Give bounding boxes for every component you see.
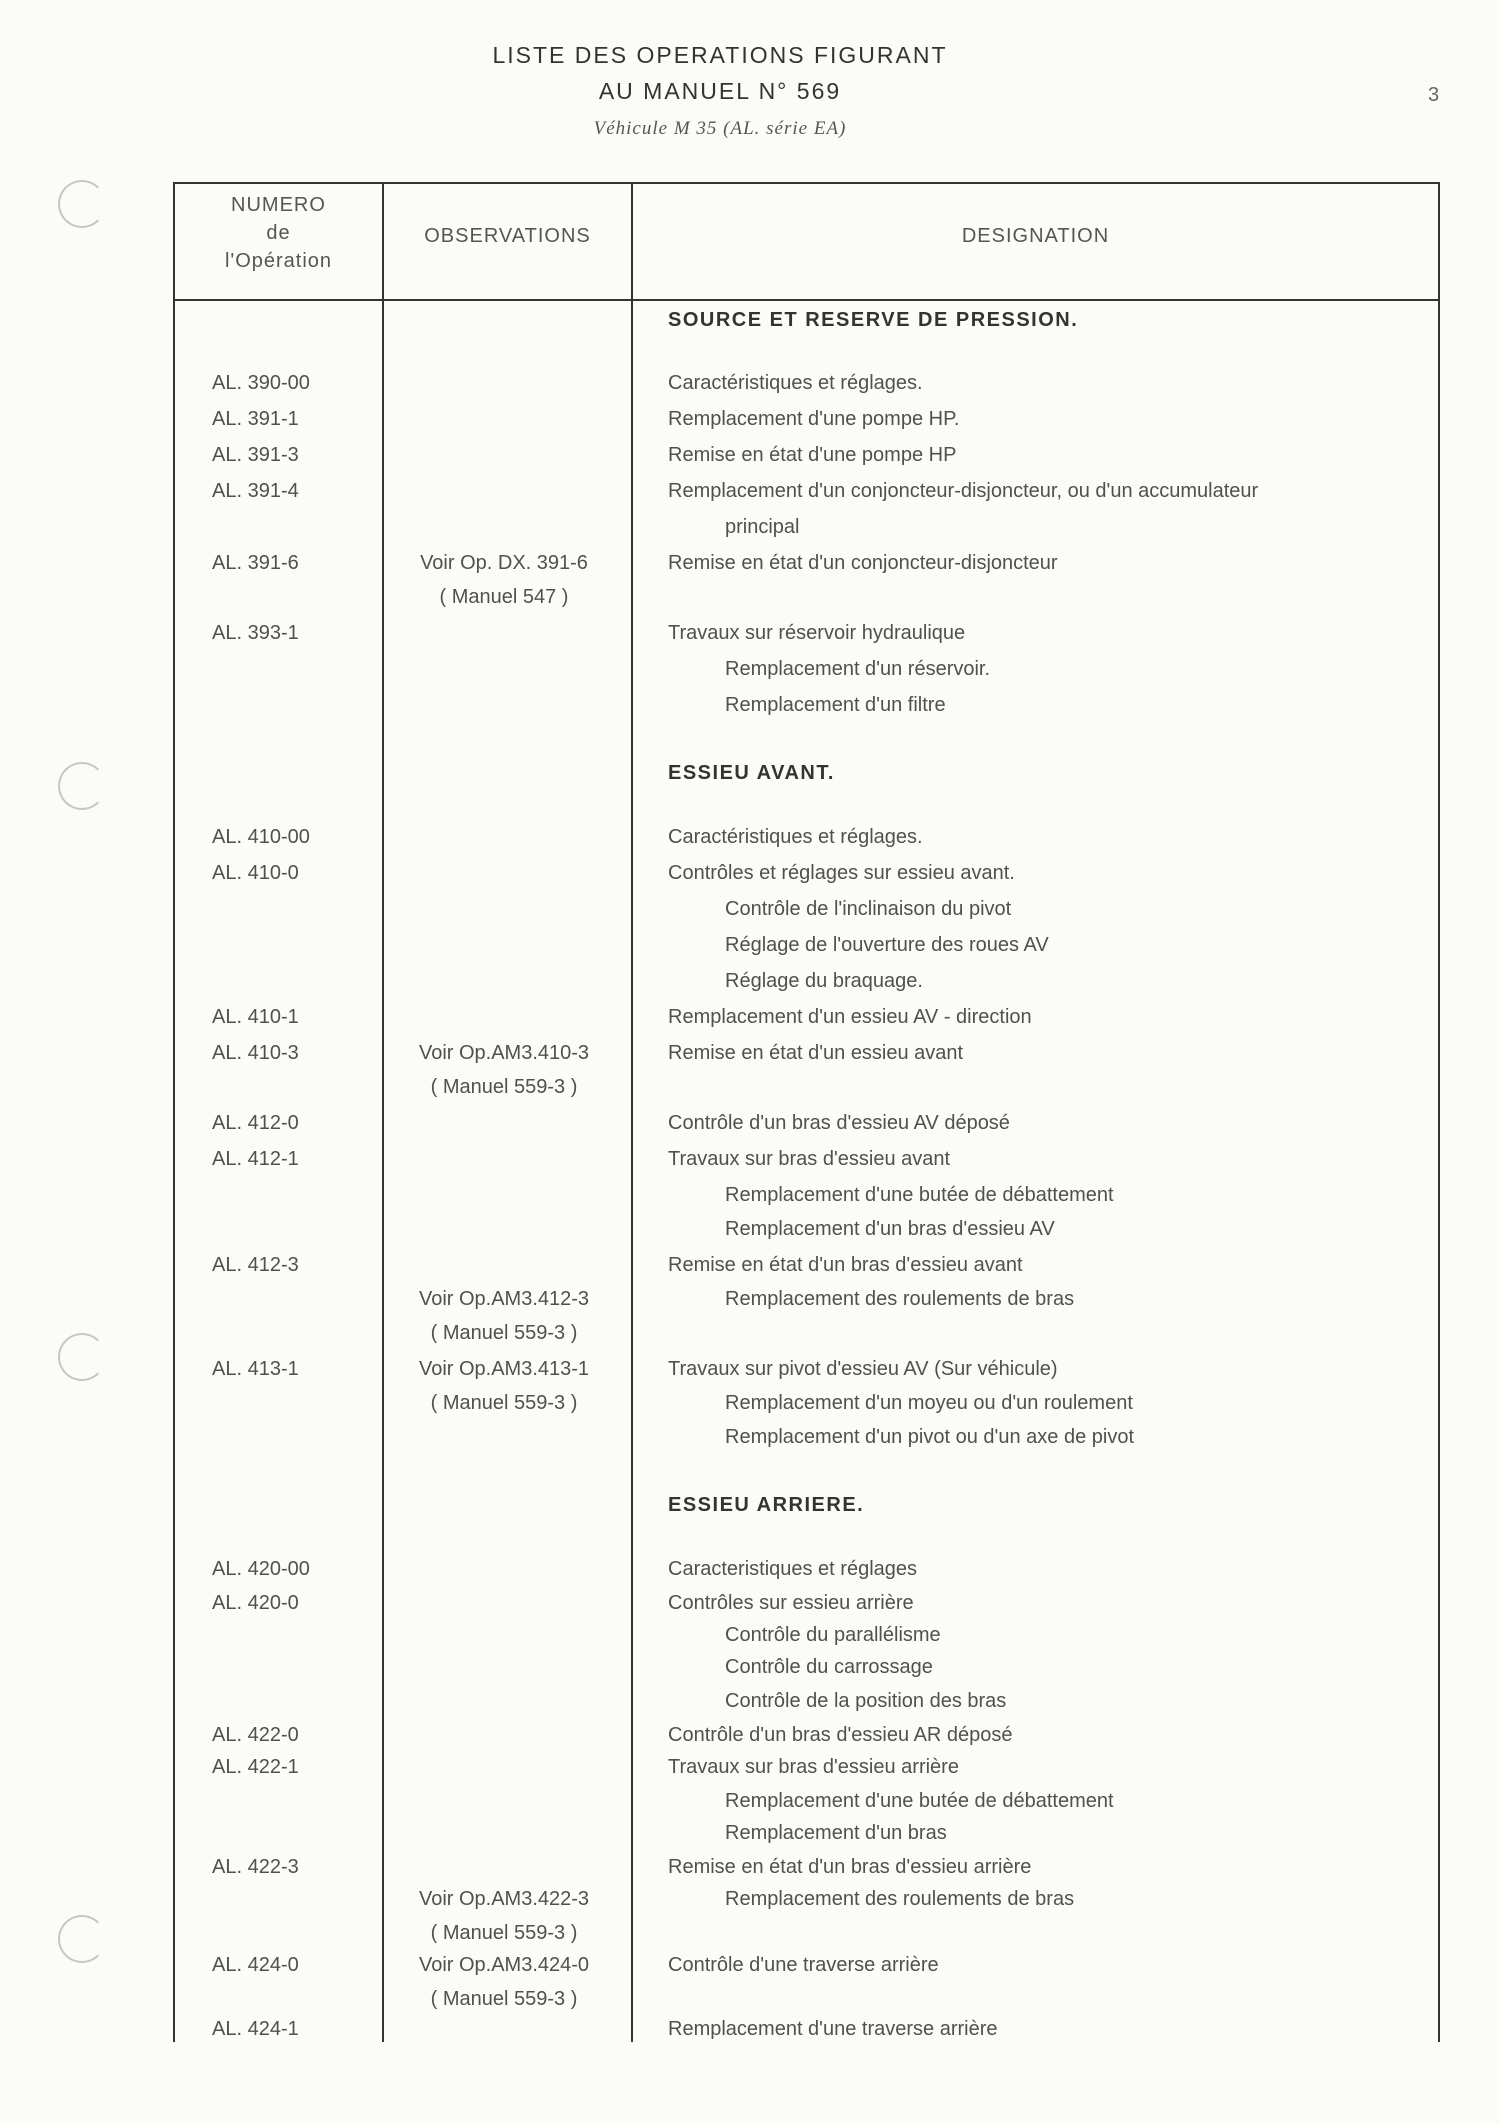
designation-cell: Remplacement d'une butée de débattement <box>725 1790 1114 1812</box>
designation-cell: Remise en état d'un bras d'essieu arrière <box>668 1856 1032 1878</box>
designation-cell: Remplacement d'un filtre <box>725 694 946 716</box>
section-heading: SOURCE ET RESERVE DE PRESSION. <box>668 309 1079 331</box>
col-header-number-line: NUMERO <box>231 194 326 216</box>
operation-number: AL. 391-1 <box>212 408 299 430</box>
operation-number: AL. 412-1 <box>212 1148 299 1170</box>
subtitle: Véhicule M 35 (AL. série EA) <box>593 118 847 139</box>
designation-cell: Remplacement d'un conjoncteur-disjoncteur, ou d'un accumulateur <box>668 480 1259 502</box>
table-border-left <box>173 182 175 2042</box>
designation-cell: Contrôle du carrossage <box>725 1656 933 1678</box>
designation-cell: Contrôle de l'inclinaison du pivot <box>725 898 1012 920</box>
col-header-number-line: l'Opération <box>224 250 333 272</box>
designation-cell: Remplacement d'un bras <box>725 1822 947 1844</box>
designation-cell: Contrôles et réglages sur essieu avant. <box>668 862 1015 884</box>
observation-cell: Voir Op.AM3.424-0 <box>418 1954 590 1976</box>
designation-cell: Travaux sur pivot d'essieu AV (Sur véhicule) <box>668 1358 1058 1380</box>
designation-cell: Contrôle d'un bras d'essieu AR déposé <box>668 1724 1013 1746</box>
binder-hole-icon <box>58 762 106 810</box>
operation-number: AL. 412-3 <box>212 1254 299 1276</box>
title-line-2: AU MANUEL N° 569 <box>598 78 842 104</box>
operation-number: AL. 422-3 <box>212 1856 299 1878</box>
designation-cell: Contrôle d'un bras d'essieu AV déposé <box>668 1112 1010 1134</box>
designation-cell: Remplacement des roulements de bras <box>725 1288 1075 1310</box>
operation-number: AL. 413-1 <box>212 1358 299 1380</box>
designation-cell: Remplacement d'un pivot ou d'un axe de pivot <box>725 1426 1135 1448</box>
table-header-rule <box>173 299 1440 301</box>
designation-cell: Remplacement d'un réservoir. <box>725 658 991 680</box>
table-divider-1 <box>382 182 384 2042</box>
operation-number: AL. 420-00 <box>212 1558 310 1580</box>
col-header-observations: OBSERVATIONS <box>424 225 591 247</box>
designation-cell: Remise en état d'un conjoncteur-disjoncteur <box>668 552 1058 574</box>
designation-cell: Remise en état d'une pompe HP <box>668 444 957 466</box>
operation-number: AL. 391-4 <box>212 480 299 502</box>
designation-cell: Remise en état d'un essieu avant <box>668 1042 964 1064</box>
designation-cell: Réglage du braquage. <box>725 970 923 992</box>
designation-cell: Remplacement d'une butée de débattement <box>725 1184 1114 1206</box>
observation-cell: Voir Op.AM3.410-3 <box>418 1042 590 1064</box>
section-heading: ESSIEU AVANT. <box>668 762 835 784</box>
observation-cell: ( Manuel 559-3 ) <box>430 1922 578 1944</box>
observation-cell: ( Manuel 547 ) <box>439 586 569 608</box>
operation-number: AL. 393-1 <box>212 622 299 644</box>
operation-number: AL. 410-3 <box>212 1042 299 1064</box>
col-header-number <box>175 191 382 275</box>
observation-cell: Voir Op.AM3.422-3 <box>418 1888 590 1910</box>
col-header-number-line: de <box>266 222 291 244</box>
designation-cell: Remplacement d'un essieu AV - direction <box>668 1006 1032 1028</box>
observation-cell: ( Manuel 559-3 ) <box>430 1322 578 1344</box>
binder-hole-icon <box>58 180 106 228</box>
operation-number: AL. 424-1 <box>212 2018 299 2040</box>
designation-cell: principal <box>725 516 800 538</box>
table-border-right <box>1438 182 1440 2042</box>
designation-cell: Caractéristiques et réglages. <box>668 826 923 848</box>
designation-cell: Contrôle de la position des bras <box>725 1690 1007 1712</box>
designation-cell: Réglage de l'ouverture des roues AV <box>725 934 1049 956</box>
observation-cell: Voir Op. DX. 391-6 <box>420 552 588 574</box>
designation-cell: Caracteristiques et réglages <box>668 1558 918 1580</box>
operation-number: AL. 410-00 <box>212 826 310 848</box>
designation-cell: Travaux sur réservoir hydraulique <box>668 622 966 644</box>
designation-cell: Caractéristiques et réglages. <box>668 372 923 394</box>
page-number: 3 <box>1428 84 1440 106</box>
designation-cell: Contrôle d'une traverse arrière <box>668 1954 939 1976</box>
designation-cell: Travaux sur bras d'essieu avant <box>668 1148 951 1170</box>
col-header-designation: DESIGNATION <box>961 225 1110 247</box>
section-heading: ESSIEU ARRIERE. <box>668 1494 865 1516</box>
operation-number: AL. 390-00 <box>212 372 310 394</box>
designation-cell: Remplacement des roulements de bras <box>725 1888 1075 1910</box>
operation-number: AL. 422-0 <box>212 1724 299 1746</box>
table-divider-2 <box>631 182 633 2042</box>
operation-number: AL. 410-1 <box>212 1006 299 1028</box>
designation-cell: Contrôle du parallélisme <box>725 1624 941 1646</box>
designation-cell: Travaux sur bras d'essieu arrière <box>668 1756 959 1778</box>
operation-number: AL. 412-0 <box>212 1112 299 1134</box>
designation-cell: Remplacement d'une traverse arrière <box>668 2018 998 2040</box>
observation-cell: ( Manuel 559-3 ) <box>430 1076 578 1098</box>
operation-number: AL. 420-0 <box>212 1592 299 1614</box>
observation-cell: Voir Op.AM3.412-3 <box>418 1288 590 1310</box>
observation-cell: ( Manuel 559-3 ) <box>430 1392 578 1414</box>
operation-number: AL. 422-1 <box>212 1756 299 1778</box>
designation-cell: Remise en état d'un bras d'essieu avant <box>668 1254 1023 1276</box>
designation-cell: Remplacement d'un moyeu ou d'un roulement <box>725 1392 1133 1414</box>
operation-number: AL. 391-3 <box>212 444 299 466</box>
operation-number: AL. 391-6 <box>212 552 299 574</box>
operation-number: AL. 424-0 <box>212 1954 299 1976</box>
designation-cell: Remplacement d'un bras d'essieu AV <box>725 1218 1055 1240</box>
table-top-rule <box>173 182 1440 184</box>
operation-number: AL. 410-0 <box>212 862 299 884</box>
binder-hole-icon <box>58 1333 106 1381</box>
designation-cell: Remplacement d'une pompe HP. <box>668 408 960 430</box>
observation-cell: Voir Op.AM3.413-1 <box>418 1358 590 1380</box>
designation-cell: Contrôles sur essieu arrière <box>668 1592 914 1614</box>
title-line-1: LISTE DES OPERATIONS FIGURANT <box>492 42 948 68</box>
observation-cell: ( Manuel 559-3 ) <box>430 1988 578 2010</box>
binder-hole-icon <box>58 1915 106 1963</box>
